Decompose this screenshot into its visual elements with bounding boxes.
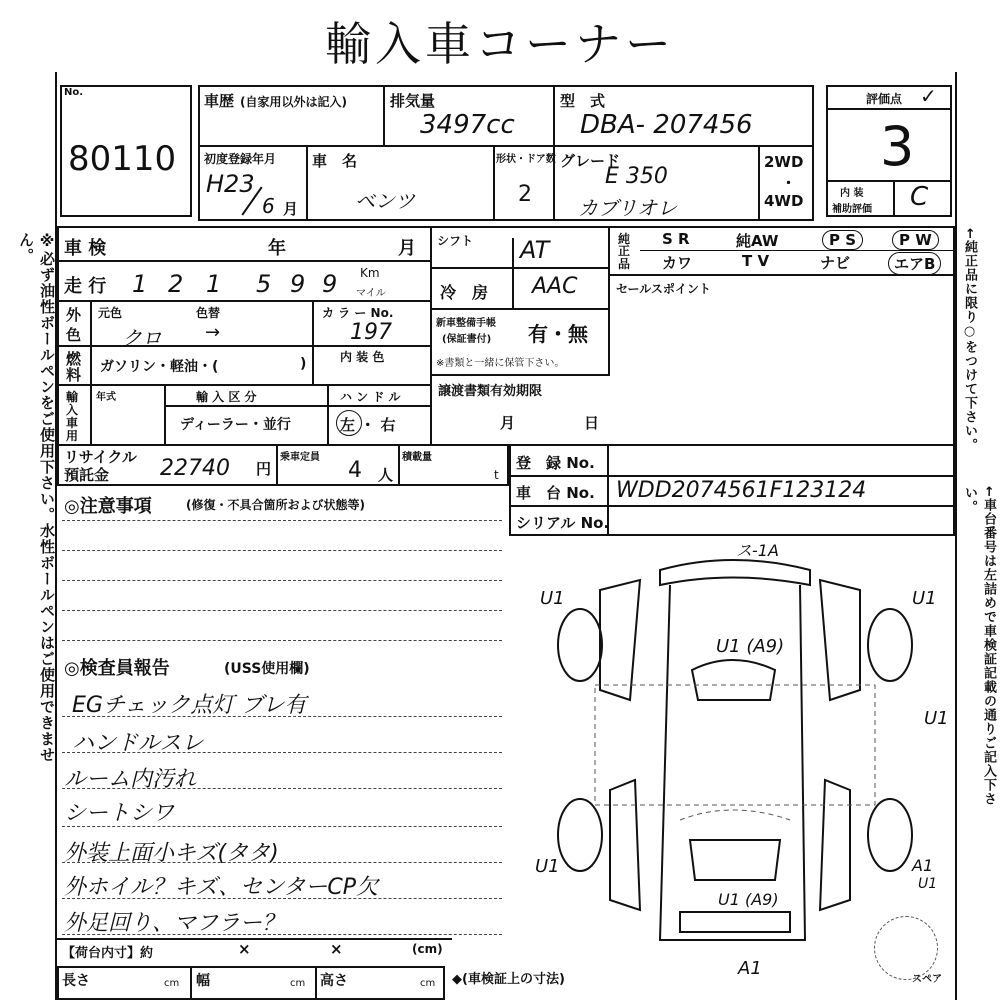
import-class-label: 輸 入 区 分 bbox=[196, 390, 257, 404]
transfer-month: 月 bbox=[500, 414, 516, 432]
mileage-digit: 9 bbox=[322, 270, 338, 298]
mileage-digit: 9 bbox=[290, 270, 306, 298]
doors-value: 2 bbox=[518, 182, 532, 207]
transfer-label: 譲渡書類有効期限 bbox=[438, 384, 543, 399]
capacity-value: 4 bbox=[348, 458, 362, 483]
mileage-label: 走 行 bbox=[64, 276, 107, 297]
genuine-aw: 純AW bbox=[736, 232, 779, 250]
car-name-value: ベンツ bbox=[355, 189, 415, 213]
import-year-label: 年式 bbox=[96, 392, 116, 403]
fuel-close: ) bbox=[300, 356, 307, 372]
mileage-digit: 1 bbox=[132, 270, 148, 298]
cargo-length-cm: cm bbox=[164, 978, 180, 989]
evaluation-check-icon: ✓ bbox=[920, 84, 937, 108]
inspection-month: 月 bbox=[398, 238, 416, 259]
fuel-side-2: 料 bbox=[66, 366, 82, 384]
diagram-mark: U1 bbox=[535, 856, 560, 877]
chassis-value: WDD2074561F123124 bbox=[616, 478, 867, 503]
model-type-value: DBA- 207456 bbox=[580, 110, 753, 140]
grade-label: グレード bbox=[560, 152, 621, 170]
genuine-label-1: 純 bbox=[618, 232, 631, 246]
first-reg-year: H23 bbox=[206, 170, 255, 198]
report-line: ルーム内汚れ bbox=[64, 767, 197, 792]
cargo-dimensions bbox=[57, 966, 445, 1000]
genuine-pw: P W bbox=[892, 230, 939, 250]
interior-label-2: 補助評価 bbox=[832, 204, 872, 215]
report-line: 外装上面小キズ(タタ) bbox=[64, 841, 279, 866]
color-code-label: カ ラ ー No. bbox=[322, 306, 394, 320]
color-value: クロ bbox=[122, 326, 162, 350]
inspection-label: 車 検 bbox=[64, 238, 107, 259]
cargo-x2: × bbox=[330, 940, 343, 958]
cargo-height: 高さ bbox=[320, 973, 348, 989]
recycle-label-2: 預託金 bbox=[64, 466, 110, 484]
drive-dot: ・ bbox=[781, 174, 797, 192]
model-type-label: 型 式 bbox=[560, 92, 606, 110]
drive-4wd: 4WD bbox=[764, 192, 804, 210]
import-side-4: 用 bbox=[66, 429, 79, 443]
color-side-1: 外 bbox=[66, 306, 82, 324]
lot-number-box bbox=[60, 85, 192, 217]
mileage-unit-km: Km bbox=[360, 266, 380, 280]
cargo-label: 【荷台内寸】約 bbox=[62, 946, 154, 961]
cargo-x1: × bbox=[238, 940, 251, 958]
mileage-digit: 1 bbox=[206, 270, 222, 298]
notes-title: ◎注意事項 bbox=[64, 496, 152, 517]
right-side-note-2: ←車台番号は左詰めで車検証記載の通りご記入下さい。 bbox=[962, 486, 996, 806]
recycle-unit: 円 bbox=[256, 460, 272, 478]
import-side-2: 入 bbox=[66, 403, 79, 417]
report-title: ◎検査員報告 bbox=[64, 658, 170, 679]
color-original-label: 元色 bbox=[98, 306, 123, 320]
displacement-value: 3497cc bbox=[420, 110, 515, 140]
genuine-airbag: エアB bbox=[888, 252, 941, 275]
manual-label-1: 新車整備手帳 bbox=[436, 318, 496, 329]
chassis-label: 車 台 No. bbox=[516, 484, 595, 502]
first-reg-month-unit: 月 bbox=[283, 200, 299, 218]
car-diagram bbox=[520, 540, 950, 980]
transfer-day: 日 bbox=[584, 414, 600, 432]
report-line: 外ホイル？キズ、センターCP欠 bbox=[64, 875, 378, 900]
manual-label-2: (保証書付) bbox=[442, 334, 492, 345]
cargo-unit: (cm) bbox=[412, 942, 443, 956]
shift-value: AT bbox=[520, 236, 550, 264]
report-line: 外足回り、マフラー？ bbox=[64, 911, 285, 936]
history-label: 車歴 bbox=[204, 92, 235, 110]
diagram-mark: U1 (A9) bbox=[718, 890, 779, 909]
import-side-1: 輸 bbox=[66, 390, 79, 404]
diagram-mark: A1 bbox=[912, 856, 934, 875]
handle-left-circle bbox=[336, 410, 362, 436]
genuine-tv: T V bbox=[742, 252, 770, 270]
handle-value: 左 ・ 右 bbox=[340, 416, 396, 434]
diagram-mark: U1 bbox=[540, 588, 565, 609]
fuel-value: ガソリン・軽油・( bbox=[100, 359, 219, 375]
handle-label: ハ ン ド ル bbox=[340, 390, 401, 404]
inspection-year: 年 bbox=[268, 238, 286, 259]
aircon-value: AAC bbox=[532, 274, 578, 299]
diagram-mark: A1 bbox=[738, 958, 762, 979]
cargo-height-cm: cm bbox=[420, 978, 436, 989]
diagram-mark: U1 bbox=[924, 708, 949, 729]
first-reg-label: 初度登録年月 bbox=[204, 152, 277, 166]
doors-label: 形状・ドア数 bbox=[496, 154, 556, 165]
genuine-label-2: 正 bbox=[618, 244, 631, 258]
aircon-label: 冷 房 bbox=[440, 283, 489, 302]
serial-label: シリアル No. bbox=[516, 514, 610, 532]
capacity-label: 乗車定員 bbox=[280, 452, 320, 463]
page-title: 輸入車コーナー bbox=[325, 17, 675, 71]
grade-value-1: E 350 bbox=[605, 164, 668, 189]
genuine-navi: ナビ bbox=[820, 254, 851, 272]
recycle-label-1: リサイクル bbox=[64, 448, 137, 466]
shift-label: シフト bbox=[437, 234, 474, 248]
interior-label-1: 内 装 bbox=[840, 188, 864, 199]
capacity-unit: 人 bbox=[378, 466, 394, 484]
diagram-mark: ス-1A bbox=[736, 541, 779, 560]
mileage-unit-mile: マイル bbox=[356, 288, 386, 299]
report-line: シートシワ bbox=[64, 801, 175, 826]
lot-no-value: 80110 bbox=[68, 139, 177, 179]
genuine-ps: P S bbox=[822, 230, 863, 250]
load-unit: t bbox=[494, 468, 499, 482]
mileage-digit: 5 bbox=[256, 270, 272, 298]
evaluation-label: 評価点 bbox=[866, 92, 903, 106]
notes-subtitle: (修復・不具合箇所および状態等) bbox=[186, 498, 365, 512]
cargo-length: 長さ bbox=[62, 973, 90, 989]
registration-label: 登 録 No. bbox=[516, 454, 595, 472]
cargo-width-cm: cm bbox=[290, 978, 306, 989]
right-border bbox=[955, 72, 957, 1000]
report-subtitle: (USS使用欄) bbox=[224, 661, 310, 677]
mileage-digit: 2 bbox=[168, 270, 184, 298]
color-changed-label: 色替 bbox=[196, 306, 221, 320]
fuel-side-1: 燃 bbox=[66, 350, 82, 368]
color-arrow: → bbox=[205, 322, 221, 343]
diagram-mark: U1 bbox=[918, 876, 938, 892]
first-reg-month: 6 bbox=[262, 194, 275, 218]
lot-no-label: No. bbox=[64, 87, 84, 98]
history-note: (自家用以外は記入) bbox=[240, 95, 347, 109]
manual-note: ※書類と一緒に保管下さい。 bbox=[436, 358, 565, 369]
report-line: ハンドルスレ bbox=[72, 731, 204, 756]
diagram-mark: U1 (A9) bbox=[716, 636, 785, 657]
genuine-label-3: 品 bbox=[618, 257, 631, 271]
import-side-3: 車 bbox=[66, 416, 79, 430]
displacement-label: 排気量 bbox=[390, 92, 436, 110]
recycle-value: 22740 bbox=[160, 456, 230, 481]
color-side-2: 色 bbox=[66, 326, 82, 344]
evaluation-score: 3 bbox=[880, 115, 915, 178]
diagram-mark: U1 bbox=[912, 588, 937, 609]
load-label: 積載量 bbox=[402, 452, 432, 463]
interior-value: C bbox=[910, 182, 929, 212]
cargo-width: 幅 bbox=[196, 973, 210, 989]
interior-color-label: 内 装 色 bbox=[340, 350, 385, 364]
import-class-value: ディーラー・並行 bbox=[180, 417, 291, 433]
manual-value: 有・無 bbox=[528, 322, 588, 346]
grade-value-2: カブリオレ bbox=[578, 196, 677, 220]
car-name-label: 車 名 bbox=[312, 152, 358, 170]
sales-point-label: セールスポイント bbox=[616, 282, 711, 296]
left-side-note: ※必ず油性ボールペンをご使用下さい。水性ボールペンはご使用できません。 bbox=[17, 232, 56, 763]
spare-label: スペア bbox=[912, 974, 942, 985]
report-line: EGチェック点灯 ブレ有 bbox=[72, 693, 307, 718]
color-code-value: 197 bbox=[350, 320, 392, 345]
drive-2wd: 2WD bbox=[764, 153, 804, 171]
genuine-leather: カワ bbox=[662, 254, 693, 272]
genuine-sr: S R bbox=[662, 230, 690, 248]
right-side-note-1: ←純正品に限り○をつけて下さい。 bbox=[962, 228, 977, 452]
cargo-note: ◆(車検証上の寸法) bbox=[452, 972, 565, 987]
